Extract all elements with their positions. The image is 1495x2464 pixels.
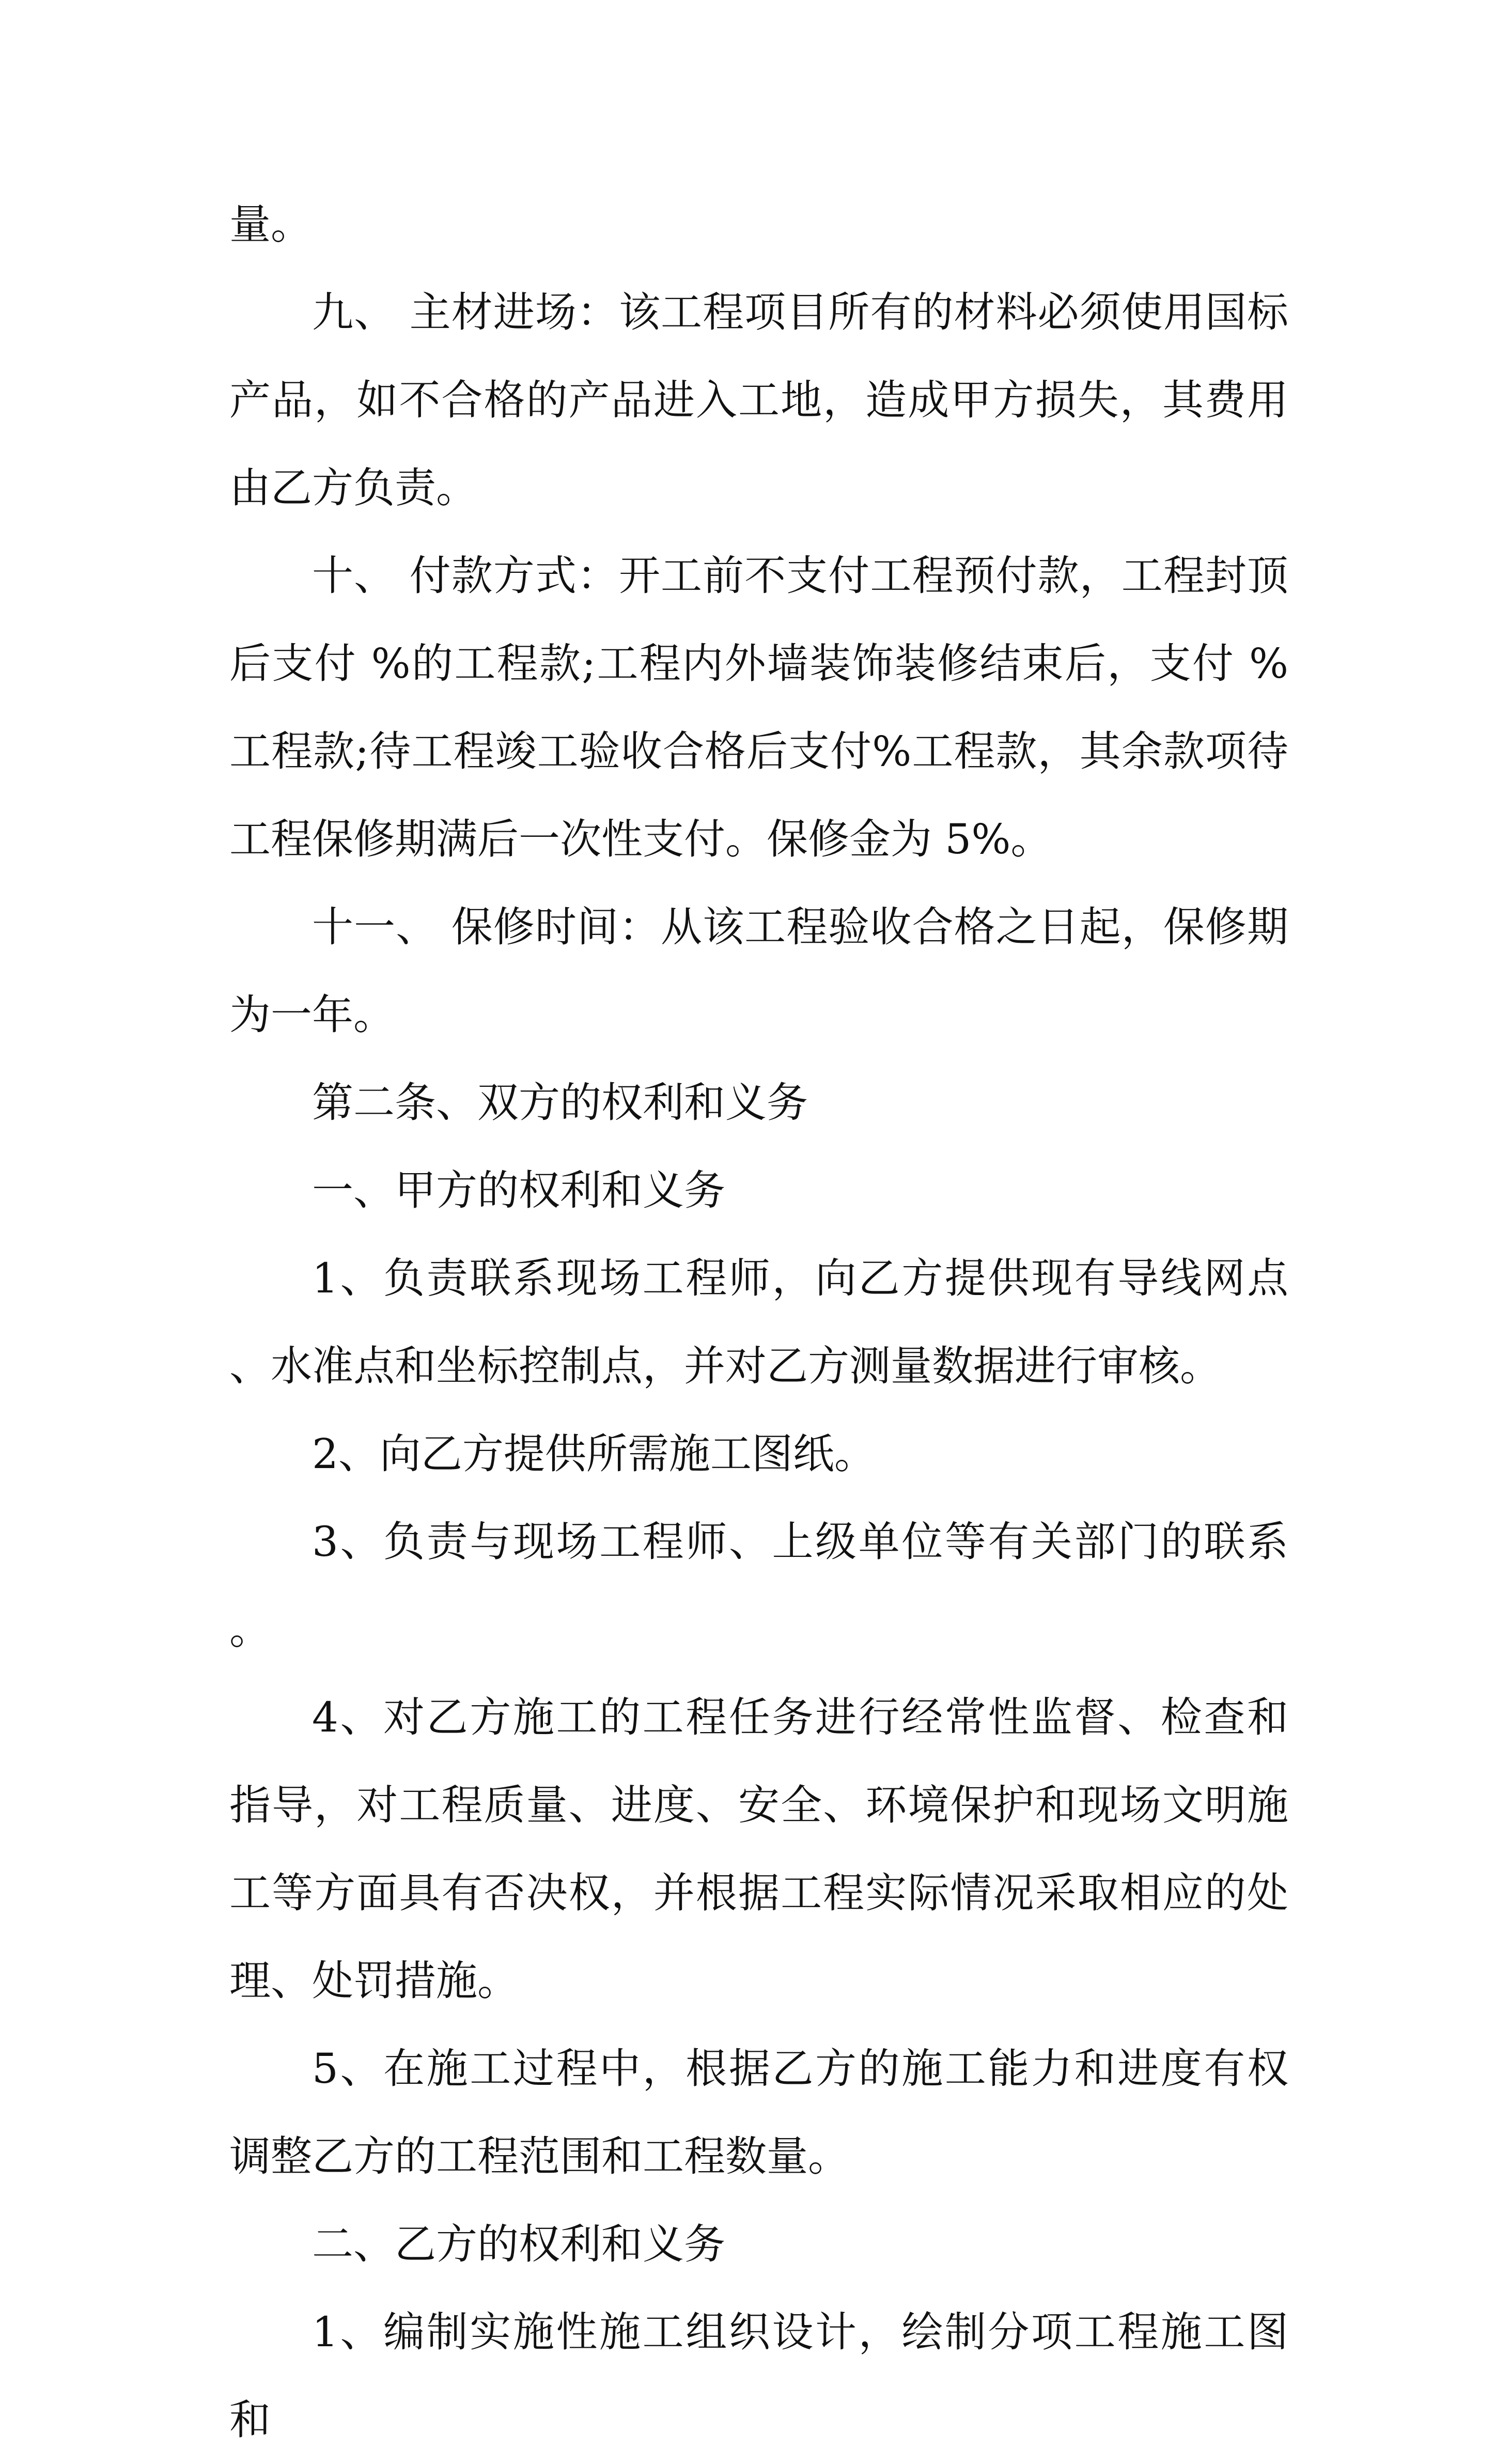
- subsection-heading-party-b: 二、乙方的权利和义务: [312, 2220, 725, 2268]
- list-item: 3、负责与现场工程师、上级单位等有关部门的联系。: [229, 1518, 1288, 1654]
- paragraph-continuation: 量。: [229, 200, 312, 248]
- list-item: 1、编制实施性施工组织设计，绘制分项工程施工图和: [229, 2308, 1288, 2444]
- list-item: 2、向乙方提供所需施工图纸。: [312, 1430, 876, 1478]
- subsection-heading-party-a: 一、甲方的权利和义务: [312, 1166, 725, 1214]
- list-item: 4、对乙方施工的工程任务进行经常性监督、检查和指导，对工程质量、进度、安全、环境保护和现场文明施工等方面具有否决权，并根据工程实际情况采取相应的处理、处罚措施。: [229, 1693, 1288, 2005]
- list-item: 1、负责联系现场工程师，向乙方提供现有导线网点、水准点和坐标控制点，并对乙方测量数据进行审核。: [229, 1254, 1288, 1390]
- document-body: [229, 181, 1288, 2464]
- paragraph-clause-11: 十一、 保修时间：从该工程验收合格之日起，保修期为一年。: [229, 903, 1288, 1039]
- list-item: 5、在施工过程中，根据乙方的施工能力和进度有权调整乙方的工程范围和工程数量。: [229, 2045, 1288, 2180]
- paragraph-clause-10: 十、 付款方式：开工前不支付工程预付款，工程封顶后支付 %的工程款;工程内外墙装饰装修结束后，支付 %工程款;待工程竣工验收合格后支付%工程款，其余款项待工程保修期满后一次性支付。保修金为 5%。: [229, 552, 1288, 863]
- section-heading-article-2: 第二条、双方的权利和义务: [312, 1079, 808, 1127]
- paragraph-clause-9: 九、 主材进场：该工程项目所有的材料必须使用国标产品，如不合格的产品进入工地，造成甲方损失，其费用由乙方负责。: [229, 288, 1288, 512]
